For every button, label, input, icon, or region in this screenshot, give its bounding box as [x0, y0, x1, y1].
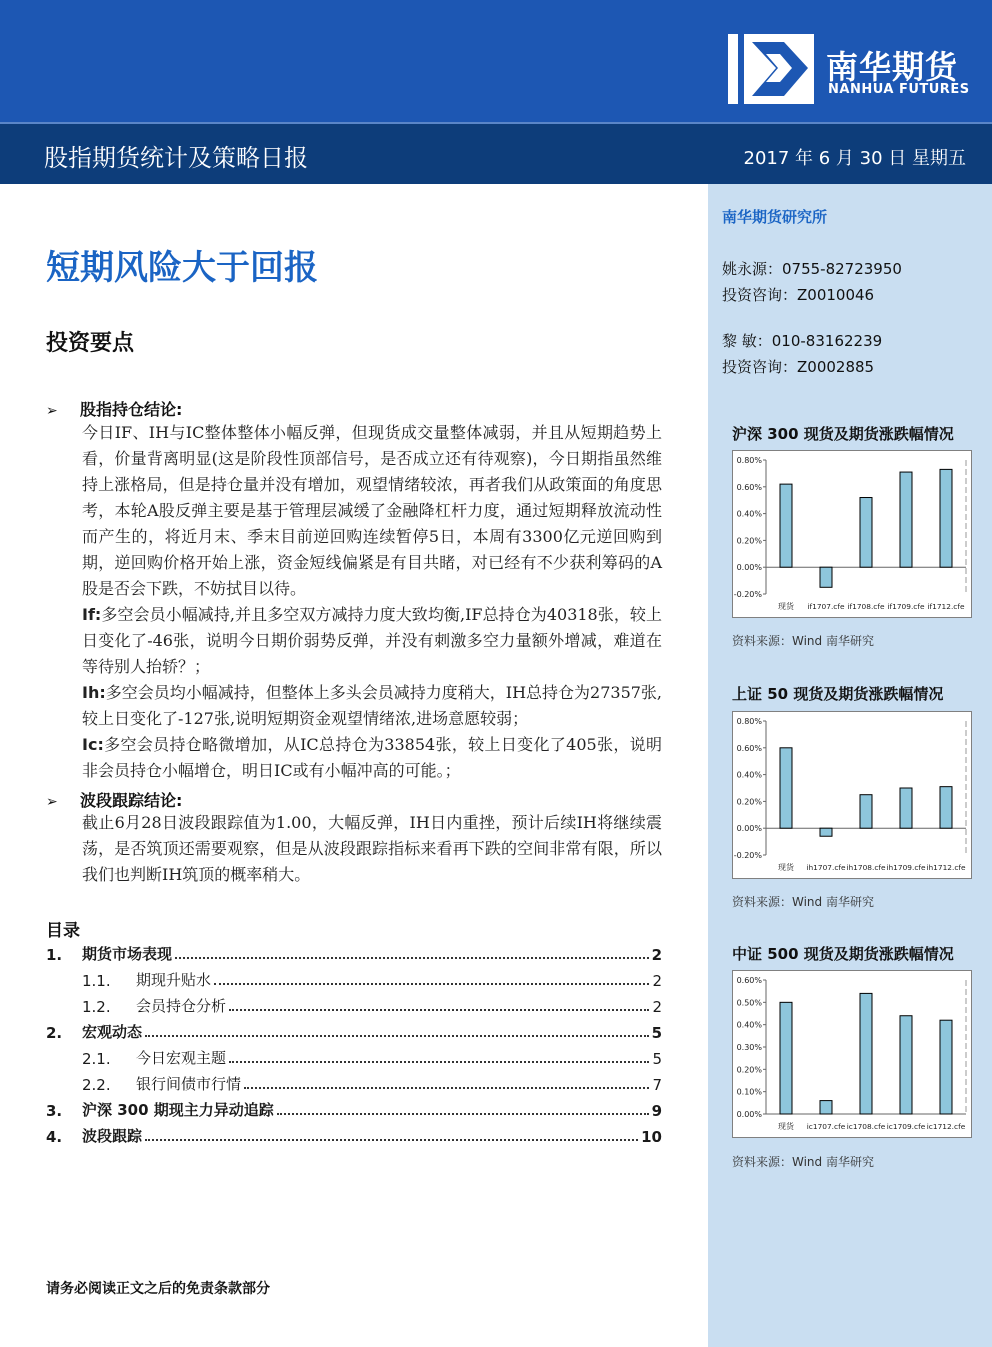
- nanhua-logo-icon: [728, 34, 814, 104]
- y-tick-label: -0.20%: [733, 590, 762, 599]
- toc-item-label[interactable]: 波段跟踪: [82, 1127, 143, 1145]
- toc-item-number: 4.: [46, 1128, 63, 1146]
- y-tick-label: 0.30%: [736, 1043, 762, 1052]
- report-title-bar: [0, 122, 992, 184]
- if-text: 多空会员小幅减持,并且多空双方减持力度大致均衡,IF总持仓为40318张，较上日变化了-46张，说明今日期价弱势反弹，并没有刺激多空力量额外增减，难道在等待别人抬轿？；: [82, 605, 662, 676]
- y-tick-label: 0.20%: [736, 797, 762, 807]
- toc-item-page: 2: [652, 972, 662, 990]
- bar: [900, 788, 912, 828]
- toc-item-page: 5: [651, 1024, 662, 1042]
- x-tick-label: 现货: [778, 602, 794, 611]
- x-tick-label: ih1712.cfe: [926, 863, 966, 872]
- paragraph-ih: [82, 680, 662, 732]
- y-tick-label: 0.60%: [736, 976, 762, 985]
- toc-leader-dots: [229, 1009, 649, 1011]
- x-tick-label: ih1708.cfe: [846, 863, 886, 872]
- bar: [940, 1020, 952, 1114]
- toc-item[interactable]: [46, 994, 662, 1016]
- toc-item-number: 3.: [46, 1102, 63, 1120]
- report-date: 2017 年 6 月 30 日 星期五: [743, 148, 966, 169]
- x-tick-label: if1708.cfe: [847, 602, 885, 611]
- chart-3-title: 中证 500 现货及期货涨跌幅情况: [732, 945, 954, 963]
- chart-2-title: 上证 50 现货及期货涨跌幅情况: [732, 685, 944, 703]
- toc-item[interactable]: [46, 1072, 662, 1094]
- y-tick-label: 0.50%: [736, 998, 762, 1008]
- paragraph-if: [82, 602, 662, 680]
- toc-item-label[interactable]: 期货市场表现: [82, 945, 173, 963]
- toc-leader-dots: [229, 1061, 649, 1063]
- top-banner: [0, 0, 992, 122]
- x-tick-label: 现货: [778, 863, 794, 872]
- toc-title: 目录: [46, 921, 80, 941]
- paragraph-wave-tracking: 截止6月28日波段跟踪值为1.00，大幅反弹，IH日内重挫，预计后续IH将继续震荡，是否筑顶还需要观察，但是从波段跟踪指标来看再下跌的空间非常有限，所以我们也判断IH筑顶的概率稍大。: [82, 813, 662, 884]
- chart-3-source: 资料来源：Wind 南华研究: [732, 1155, 874, 1169]
- toc-item-number: 2.1.: [82, 1050, 111, 1068]
- toc-item-page: 10: [641, 1128, 662, 1146]
- arrow-bullet-icon: ➢: [46, 794, 58, 810]
- bar: [820, 1101, 832, 1114]
- x-tick-label: 现货: [778, 1122, 794, 1131]
- bullet-wave-conclusion: [46, 788, 182, 811]
- toc-item-label[interactable]: 期现升贴水: [136, 971, 212, 989]
- report-name: 股指期货统计及策略日报: [44, 144, 308, 172]
- paragraph-position-summary: 今日IF、IH与IC整体整体小幅反弹，但现货成交量整体减弱，并且从短期趋势上看，价量背离明显(这是阶段性顶部信号，是否成立还有待观察)，今日期指虽然维持上涨格局，但是持仓量并没有增加，观望情绪较浓，再者我们从政策面的角度思考，本轮A股反弹主要是基于管理层减缓了金融降杠杆力度，通过短期释放流动性而产生的，将近月末、季末目前逆回购连续暂停5日，本周有3300亿元逆回购到期，逆回购价格开始上涨，资金短线偏紧是有目共睹，对已经有不少获利筹码的A股是否会下跌，不妨拭目以待。: [82, 423, 662, 598]
- x-tick-label: ic1712.cfe: [926, 1122, 966, 1131]
- toc-item-label[interactable]: 沪深 300 期现主力异动追踪: [82, 1101, 274, 1119]
- toc-leader-dots: [277, 1113, 649, 1115]
- x-tick-label: if1709.cfe: [887, 602, 925, 611]
- bar: [860, 498, 872, 568]
- y-tick-label: -0.20%: [733, 851, 762, 860]
- headline: 短期风险大于回报: [46, 248, 318, 288]
- bullet-label: 股指持仓结论:: [80, 400, 183, 419]
- bar: [780, 748, 792, 828]
- bar: [820, 828, 832, 836]
- toc-item-number: 2.2.: [82, 1076, 111, 1094]
- x-tick-label: ih1707.cfe: [806, 863, 846, 872]
- chart-1-hs300: [732, 450, 972, 618]
- toc-leader-dots: [145, 1035, 649, 1037]
- y-tick-label: 0.40%: [736, 509, 762, 519]
- disclaimer-note: 请务必阅读正文之后的免责条款部分: [46, 1281, 270, 1297]
- logo-text-en: NANHUA FUTURES: [828, 82, 970, 97]
- chart-3-zz500: [732, 970, 972, 1138]
- toc-item-label[interactable]: 宏观动态: [82, 1023, 143, 1041]
- toc-item-number: 2.: [46, 1024, 63, 1042]
- y-tick-label: 0.00%: [736, 563, 762, 573]
- contact-2-license: 投资咨询：Z0002885: [722, 358, 875, 376]
- y-tick-label: 0.40%: [736, 1020, 762, 1030]
- chart-2-source: 资料来源：Wind 南华研究: [732, 895, 874, 909]
- x-tick-label: if1707.cfe: [807, 602, 845, 611]
- y-tick-label: 0.60%: [736, 482, 762, 492]
- chart-1-title: 沪深 300 现货及期货涨跌幅情况: [732, 425, 954, 443]
- bar: [900, 1016, 912, 1114]
- toc-leader-dots: [145, 1139, 638, 1141]
- toc-leader-dots: [214, 983, 649, 985]
- y-tick-label: 0.20%: [736, 536, 762, 546]
- y-tick-label: 0.00%: [736, 824, 762, 834]
- y-tick-label: 0.20%: [736, 1065, 762, 1075]
- institute-name: 南华期货研究所: [722, 208, 828, 226]
- ic-text: 多空会员持仓略微增加，从IC总持仓为33854张，较上日变化了405张，说明非会员持仓小幅增仓，明日IC或有小幅冲高的可能。；: [82, 735, 662, 780]
- toc-item-number: 1.2.: [82, 998, 111, 1016]
- toc-item[interactable]: [46, 1124, 662, 1146]
- ih-text: 多空会员均小幅减持，但整体上多头会员减持力度稍大，IH总持仓为27357张,较上日变化了-127张,说明短期资金观望情绪浓,进场意愿较弱；: [82, 683, 663, 728]
- y-tick-label: 0.80%: [736, 717, 762, 726]
- bar: [940, 787, 952, 829]
- section-title: 投资要点: [46, 331, 135, 356]
- toc-item-page: 2: [652, 998, 662, 1016]
- bar: [780, 484, 792, 567]
- toc-item[interactable]: [46, 1020, 662, 1042]
- contact-1-phone: 姚永源：0755-82723950: [722, 260, 902, 278]
- toc-item-page: 7: [652, 1076, 662, 1094]
- x-tick-label: if1712.cfe: [927, 602, 965, 611]
- toc-item[interactable]: [46, 942, 662, 964]
- paragraph-ic: [82, 732, 662, 784]
- toc-item-number: 1.: [46, 946, 63, 964]
- x-tick-label: ic1707.cfe: [806, 1122, 846, 1131]
- toc-item[interactable]: [46, 1046, 662, 1068]
- x-tick-label: ic1708.cfe: [846, 1122, 886, 1131]
- logo-text-cn: 南华期货: [826, 48, 959, 86]
- y-tick-label: 0.40%: [736, 770, 762, 780]
- toc-leader-dots: [175, 957, 649, 959]
- ic-label: Ic:: [82, 735, 104, 754]
- x-tick-label: ic1709.cfe: [886, 1122, 926, 1131]
- toc-item[interactable]: [46, 1098, 662, 1120]
- bullet-label: 波段跟踪结论:: [80, 791, 183, 810]
- chart-1-source: 资料来源：Wind 南华研究: [732, 634, 874, 648]
- x-tick-label: ih1709.cfe: [886, 863, 926, 872]
- if-label: If:: [82, 605, 102, 624]
- toc-item-label[interactable]: 今日宏观主题: [136, 1049, 227, 1067]
- bar: [900, 472, 912, 567]
- bar: [860, 795, 872, 829]
- toc-item[interactable]: [46, 968, 662, 990]
- arrow-bullet-icon: ➢: [46, 403, 58, 419]
- bar: [940, 469, 952, 567]
- bar: [820, 567, 832, 587]
- y-tick-label: 0.00%: [736, 1110, 762, 1119]
- toc-leader-dots: [244, 1087, 649, 1089]
- y-tick-label: 0.60%: [736, 743, 762, 753]
- toc-item-label[interactable]: 银行间债市行情: [136, 1075, 242, 1093]
- chart-2-sz50: [732, 711, 972, 879]
- y-tick-label: 0.10%: [736, 1087, 762, 1097]
- bar: [780, 1002, 792, 1114]
- toc-item-label[interactable]: 会员持仓分析: [136, 997, 227, 1015]
- bar: [860, 993, 872, 1114]
- bullet-position-conclusion: [46, 397, 182, 420]
- toc-item-page: 2: [651, 946, 662, 964]
- y-tick-label: 0.80%: [736, 456, 762, 465]
- contact-2-phone: 黎 敏：010-83162239: [722, 332, 883, 350]
- contact-1-license: 投资咨询：Z0010046: [722, 286, 875, 304]
- toc-item-page: 5: [652, 1050, 662, 1068]
- ih-label: Ih:: [82, 683, 106, 702]
- toc-item-number: 1.1.: [82, 972, 111, 990]
- toc-item-page: 9: [651, 1102, 662, 1120]
